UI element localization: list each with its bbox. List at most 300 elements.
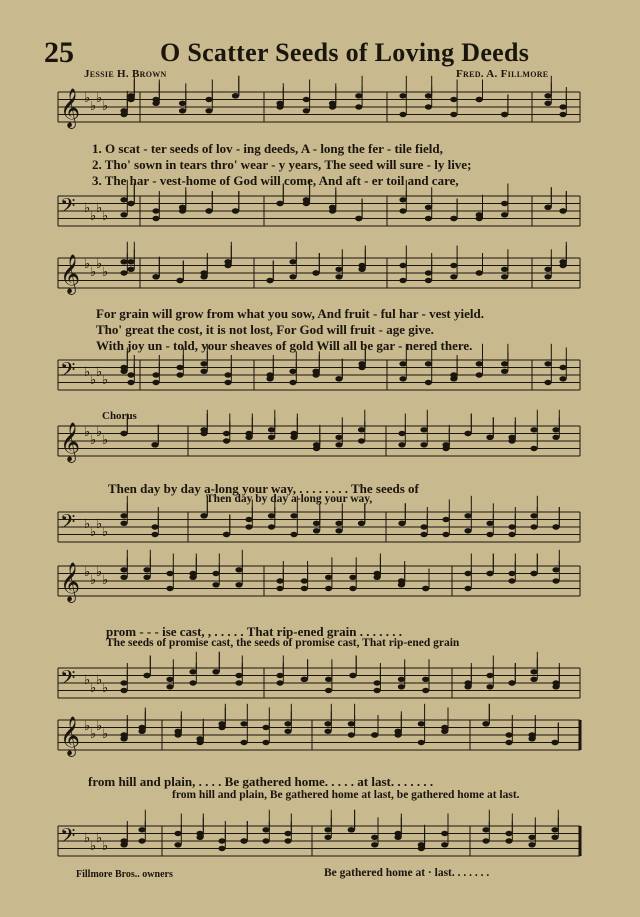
note-head bbox=[127, 380, 134, 385]
note-head bbox=[152, 101, 159, 106]
note-head bbox=[152, 274, 159, 279]
note-head bbox=[179, 205, 186, 210]
note-head bbox=[335, 274, 342, 279]
treble-clef: 𝄞 bbox=[60, 422, 81, 462]
note-head bbox=[301, 677, 308, 682]
note-head bbox=[418, 842, 425, 847]
note-head bbox=[399, 197, 406, 202]
note-head bbox=[348, 732, 355, 737]
note-head bbox=[224, 259, 231, 264]
note-head bbox=[398, 582, 405, 587]
note-head bbox=[505, 831, 512, 836]
note-head bbox=[218, 838, 225, 843]
flat-sign: ♭ bbox=[96, 425, 103, 440]
note-head bbox=[189, 680, 196, 685]
note-head bbox=[422, 677, 429, 682]
note-head bbox=[358, 361, 365, 366]
note-head bbox=[422, 688, 429, 693]
note-head bbox=[450, 112, 457, 117]
note-head bbox=[240, 838, 247, 843]
treble-clef: 𝄞 bbox=[60, 562, 81, 602]
note-head bbox=[152, 380, 159, 385]
flat-sign: ♭ bbox=[96, 257, 103, 272]
note-head bbox=[486, 673, 493, 678]
lyricist-credit: Jessie H. Brown bbox=[84, 68, 167, 80]
note-head bbox=[266, 376, 273, 381]
verse-2-line-1: 2. Tho' sown in tears thro' wear - y years, The seed will sure - ly live; bbox=[92, 157, 472, 172]
note-head bbox=[508, 571, 515, 576]
note-head bbox=[358, 427, 365, 432]
note-head bbox=[335, 376, 342, 381]
note-head bbox=[501, 112, 508, 117]
note-head bbox=[240, 740, 247, 745]
note-head bbox=[200, 427, 207, 432]
note-head bbox=[450, 263, 457, 268]
note-head bbox=[552, 684, 559, 689]
note-head bbox=[559, 376, 566, 381]
note-head bbox=[486, 532, 493, 537]
chorus-label: Chorus bbox=[102, 410, 137, 422]
note-head bbox=[143, 567, 150, 572]
note-head bbox=[501, 201, 508, 206]
note-head bbox=[530, 446, 537, 451]
note-head bbox=[151, 532, 158, 537]
flat-sign: ♭ bbox=[90, 433, 97, 448]
note-head bbox=[355, 216, 362, 221]
note-head bbox=[166, 586, 173, 591]
note-head bbox=[335, 528, 342, 533]
note-head bbox=[301, 578, 308, 583]
note-head bbox=[530, 524, 537, 529]
note-head bbox=[425, 205, 432, 210]
note-head bbox=[268, 435, 275, 440]
note-head bbox=[284, 838, 291, 843]
note-head bbox=[174, 732, 181, 737]
note-head bbox=[120, 732, 127, 737]
note-head bbox=[482, 838, 489, 843]
note-head bbox=[276, 586, 283, 591]
bass-clef: 𝄢 bbox=[60, 194, 76, 222]
flat-sign: ♭ bbox=[84, 91, 91, 106]
note-head bbox=[552, 427, 559, 432]
note-head bbox=[450, 97, 457, 102]
note-head bbox=[276, 578, 283, 583]
note-head bbox=[544, 205, 551, 210]
note-head bbox=[290, 435, 297, 440]
note-head bbox=[325, 575, 332, 580]
note-head bbox=[276, 101, 283, 106]
note-head bbox=[335, 435, 342, 440]
note-head bbox=[544, 267, 551, 272]
note-head bbox=[398, 431, 405, 436]
flat-sign: ♭ bbox=[96, 565, 103, 580]
note-head bbox=[528, 736, 535, 741]
note-head bbox=[268, 513, 275, 518]
note-head bbox=[349, 575, 356, 580]
note-head bbox=[120, 513, 127, 518]
note-head bbox=[335, 267, 342, 272]
treble-clef: 𝄞 bbox=[60, 716, 81, 756]
note-head bbox=[223, 438, 230, 443]
note-head bbox=[324, 729, 331, 734]
verse-2-line-2: Tho' great the cost, it is not lost, For God will fruit - age give. bbox=[96, 322, 434, 337]
note-head bbox=[486, 571, 493, 576]
note-head bbox=[284, 721, 291, 726]
flat-sign: ♭ bbox=[102, 839, 109, 854]
note-head bbox=[358, 521, 365, 526]
flat-sign: ♭ bbox=[102, 525, 109, 540]
note-head bbox=[358, 267, 365, 272]
verse-3-line-1: 3. The har - vest-home of God will come, And aft - er toil and care, bbox=[92, 173, 459, 188]
note-head bbox=[464, 586, 471, 591]
note-head bbox=[464, 571, 471, 576]
note-head bbox=[262, 838, 269, 843]
flat-sign: ♭ bbox=[102, 373, 109, 388]
flat-sign: ♭ bbox=[90, 99, 97, 114]
note-head bbox=[551, 827, 558, 832]
note-head bbox=[189, 575, 196, 580]
note-head bbox=[552, 567, 559, 572]
note-head bbox=[425, 270, 432, 275]
note-head bbox=[544, 274, 551, 279]
copyright-owners: Fillmore Bros.. owners bbox=[76, 869, 173, 880]
note-head bbox=[325, 586, 332, 591]
note-head bbox=[200, 513, 207, 518]
note-head bbox=[120, 688, 127, 693]
flat-sign: ♭ bbox=[90, 727, 97, 742]
note-head bbox=[313, 446, 320, 451]
flat-sign: ♭ bbox=[90, 373, 97, 388]
note-head bbox=[120, 365, 127, 370]
note-head bbox=[324, 827, 331, 832]
note-head bbox=[530, 669, 537, 674]
note-head bbox=[441, 729, 448, 734]
note-head bbox=[450, 274, 457, 279]
flat-sign: ♭ bbox=[84, 719, 91, 734]
flat-sign: ♭ bbox=[96, 719, 103, 734]
note-head bbox=[289, 259, 296, 264]
flat-sign: ♭ bbox=[96, 91, 103, 106]
note-head bbox=[245, 517, 252, 522]
note-head bbox=[179, 101, 186, 106]
note-head bbox=[425, 380, 432, 385]
bass-clef: 𝄢 bbox=[60, 824, 76, 852]
note-head bbox=[174, 831, 181, 836]
note-head bbox=[166, 571, 173, 576]
chorus-line-1-lower: Then day by day a-long your way, bbox=[206, 493, 373, 505]
flat-sign: ♭ bbox=[102, 573, 109, 588]
flat-sign: ♭ bbox=[102, 433, 109, 448]
bass-clef: 𝄢 bbox=[60, 510, 76, 538]
note-head bbox=[418, 721, 425, 726]
note-head bbox=[120, 521, 127, 526]
note-head bbox=[196, 736, 203, 741]
flat-sign: ♭ bbox=[90, 681, 97, 696]
note-head bbox=[559, 259, 566, 264]
note-head bbox=[224, 380, 231, 385]
note-head bbox=[399, 208, 406, 213]
note-head bbox=[313, 528, 320, 533]
flat-sign: ♭ bbox=[102, 99, 109, 114]
note-head bbox=[425, 278, 432, 283]
note-head bbox=[544, 101, 551, 106]
note-head bbox=[349, 586, 356, 591]
note-head bbox=[120, 567, 127, 572]
flat-sign: ♭ bbox=[96, 201, 103, 216]
note-head bbox=[528, 842, 535, 847]
note-head bbox=[418, 740, 425, 745]
note-head bbox=[374, 688, 381, 693]
note-head bbox=[335, 521, 342, 526]
note-head bbox=[266, 278, 273, 283]
note-head bbox=[289, 274, 296, 279]
note-head bbox=[530, 677, 537, 682]
flat-sign: ♭ bbox=[90, 265, 97, 280]
note-head bbox=[200, 361, 207, 366]
note-head bbox=[120, 259, 127, 264]
note-head bbox=[508, 578, 515, 583]
note-head bbox=[398, 521, 405, 526]
note-head bbox=[552, 578, 559, 583]
note-head bbox=[399, 361, 406, 366]
note-head bbox=[559, 112, 566, 117]
note-head bbox=[232, 93, 239, 98]
chorus-line-2-lower: The seeds of promise cast, the seeds of promise cast, That rip-ened grain bbox=[106, 637, 460, 649]
note-head bbox=[325, 688, 332, 693]
flat-sign: ♭ bbox=[96, 831, 103, 846]
note-head bbox=[223, 431, 230, 436]
note-head bbox=[176, 372, 183, 377]
note-head bbox=[399, 376, 406, 381]
note-head bbox=[232, 208, 239, 213]
note-head bbox=[138, 725, 145, 730]
note-head bbox=[464, 528, 471, 533]
note-head bbox=[120, 575, 127, 580]
note-head bbox=[476, 372, 483, 377]
flat-sign: ♭ bbox=[102, 681, 109, 696]
note-head bbox=[528, 835, 535, 840]
chorus-line-2-upper: prom - - - ise cast, , . . . . . That rip-ened grain . . . . . . . bbox=[106, 624, 402, 639]
note-head bbox=[476, 97, 483, 102]
note-head bbox=[442, 517, 449, 522]
flat-sign: ♭ bbox=[84, 365, 91, 380]
note-head bbox=[486, 684, 493, 689]
note-head bbox=[312, 270, 319, 275]
note-head bbox=[374, 680, 381, 685]
note-head bbox=[218, 846, 225, 851]
note-head bbox=[486, 435, 493, 440]
note-head bbox=[442, 442, 449, 447]
flat-sign: ♭ bbox=[90, 525, 97, 540]
note-head bbox=[348, 721, 355, 726]
note-head bbox=[152, 208, 159, 213]
note-head bbox=[262, 725, 269, 730]
note-head bbox=[200, 274, 207, 279]
note-head bbox=[312, 372, 319, 377]
note-head bbox=[120, 680, 127, 685]
note-head bbox=[349, 673, 356, 678]
composer-credit: Fred. A. Fillmore bbox=[456, 68, 549, 80]
note-head bbox=[329, 101, 336, 106]
note-head bbox=[205, 108, 212, 113]
note-head bbox=[425, 104, 432, 109]
note-head bbox=[501, 361, 508, 366]
note-head bbox=[127, 201, 134, 206]
note-head bbox=[166, 677, 173, 682]
note-head bbox=[262, 740, 269, 745]
note-head bbox=[212, 669, 219, 674]
flat-sign: ♭ bbox=[90, 839, 97, 854]
note-head bbox=[399, 112, 406, 117]
verse-1-line-1: 1. O scat - ter seeds of lov - ing deeds, A - long the fer - tile field, bbox=[92, 141, 443, 156]
note-head bbox=[544, 361, 551, 366]
note-head bbox=[399, 93, 406, 98]
note-head bbox=[501, 212, 508, 217]
note-head bbox=[235, 567, 242, 572]
note-head bbox=[464, 680, 471, 685]
bass-clef: 𝄢 bbox=[60, 358, 76, 386]
note-head bbox=[441, 831, 448, 836]
note-head bbox=[303, 108, 310, 113]
flat-sign: ♭ bbox=[102, 265, 109, 280]
note-head bbox=[530, 427, 537, 432]
note-head bbox=[284, 831, 291, 836]
note-head bbox=[176, 278, 183, 283]
note-head bbox=[420, 532, 427, 537]
note-head bbox=[289, 369, 296, 374]
note-head bbox=[120, 842, 127, 847]
note-head bbox=[196, 835, 203, 840]
note-head bbox=[276, 201, 283, 206]
note-head bbox=[151, 442, 158, 447]
note-head bbox=[303, 201, 310, 206]
note-head bbox=[174, 842, 181, 847]
note-head bbox=[179, 108, 186, 113]
note-head bbox=[120, 270, 127, 275]
note-head bbox=[559, 208, 566, 213]
note-head bbox=[508, 680, 515, 685]
note-head bbox=[120, 112, 127, 117]
note-head bbox=[464, 431, 471, 436]
note-head bbox=[425, 216, 432, 221]
note-head bbox=[398, 677, 405, 682]
flat-sign: ♭ bbox=[96, 673, 103, 688]
note-head bbox=[240, 721, 247, 726]
note-head bbox=[530, 571, 537, 576]
note-head bbox=[143, 673, 150, 678]
note-head bbox=[138, 838, 145, 843]
note-head bbox=[143, 575, 150, 580]
note-head bbox=[127, 372, 134, 377]
note-head bbox=[371, 842, 378, 847]
flat-sign: ♭ bbox=[84, 673, 91, 688]
note-head bbox=[450, 216, 457, 221]
note-head bbox=[324, 835, 331, 840]
note-head bbox=[425, 361, 432, 366]
note-head bbox=[235, 582, 242, 587]
note-head bbox=[290, 532, 297, 537]
note-head bbox=[176, 365, 183, 370]
flat-sign: ♭ bbox=[84, 517, 91, 532]
note-head bbox=[355, 104, 362, 109]
note-head bbox=[544, 380, 551, 385]
flat-sign: ♭ bbox=[84, 425, 91, 440]
note-head bbox=[398, 442, 405, 447]
hymn-title: O Scatter Seeds of Loving Deeds bbox=[160, 38, 530, 67]
note-head bbox=[152, 372, 159, 377]
flat-sign: ♭ bbox=[102, 209, 109, 224]
note-head bbox=[501, 267, 508, 272]
note-head bbox=[245, 524, 252, 529]
note-head bbox=[127, 97, 134, 102]
note-head bbox=[508, 532, 515, 537]
note-head bbox=[358, 438, 365, 443]
note-head bbox=[394, 732, 401, 737]
note-head bbox=[151, 524, 158, 529]
note-head bbox=[127, 259, 134, 264]
flat-sign: ♭ bbox=[96, 365, 103, 380]
note-head bbox=[235, 680, 242, 685]
note-head bbox=[422, 586, 429, 591]
note-head bbox=[505, 838, 512, 843]
note-head bbox=[552, 435, 559, 440]
note-head bbox=[200, 369, 207, 374]
note-head bbox=[152, 216, 159, 221]
note-head bbox=[212, 582, 219, 587]
note-head bbox=[329, 205, 336, 210]
note-head bbox=[245, 431, 252, 436]
note-head bbox=[166, 684, 173, 689]
note-head bbox=[276, 673, 283, 678]
note-head bbox=[508, 524, 515, 529]
treble-clef: 𝄞 bbox=[60, 254, 81, 294]
treble-clef: 𝄞 bbox=[60, 88, 81, 128]
note-head bbox=[224, 372, 231, 377]
note-head bbox=[335, 442, 342, 447]
note-head bbox=[218, 725, 225, 730]
note-head bbox=[441, 842, 448, 847]
hymn-number: 25 bbox=[44, 36, 74, 69]
note-head bbox=[276, 680, 283, 685]
note-head bbox=[284, 729, 291, 734]
note-head bbox=[464, 513, 471, 518]
verse-1-line-2: For grain will grow from what you sow, And fruit - ful har - vest yield. bbox=[96, 306, 484, 321]
note-head bbox=[501, 274, 508, 279]
flat-sign: ♭ bbox=[84, 257, 91, 272]
flat-sign: ♭ bbox=[84, 565, 91, 580]
note-head bbox=[482, 721, 489, 726]
note-head bbox=[262, 827, 269, 832]
note-head bbox=[486, 521, 493, 526]
note-head bbox=[235, 673, 242, 678]
chorus-line-3-upper: from hill and plain, . . . . Be gathered home. . . . . at last. . . . . . . bbox=[88, 774, 434, 789]
note-head bbox=[476, 270, 483, 275]
flat-sign: ♭ bbox=[84, 831, 91, 846]
note-head bbox=[205, 208, 212, 213]
chorus-line-1-upper: Then day by day a-long your way, . . . . . . . . The seeds of bbox=[108, 481, 419, 496]
note-head bbox=[552, 524, 559, 529]
note-head bbox=[223, 532, 230, 537]
note-head bbox=[268, 524, 275, 529]
note-head bbox=[120, 212, 127, 217]
note-head bbox=[205, 97, 212, 102]
note-head bbox=[289, 380, 296, 385]
note-head bbox=[530, 513, 537, 518]
bass-line-text: Be gathered home at · last. . . . . . . bbox=[324, 867, 490, 879]
note-head bbox=[505, 732, 512, 737]
chorus-line-3-lower: from hill and plain, Be gathered home at last, be gathered home at last. bbox=[172, 789, 520, 801]
note-head bbox=[399, 263, 406, 268]
